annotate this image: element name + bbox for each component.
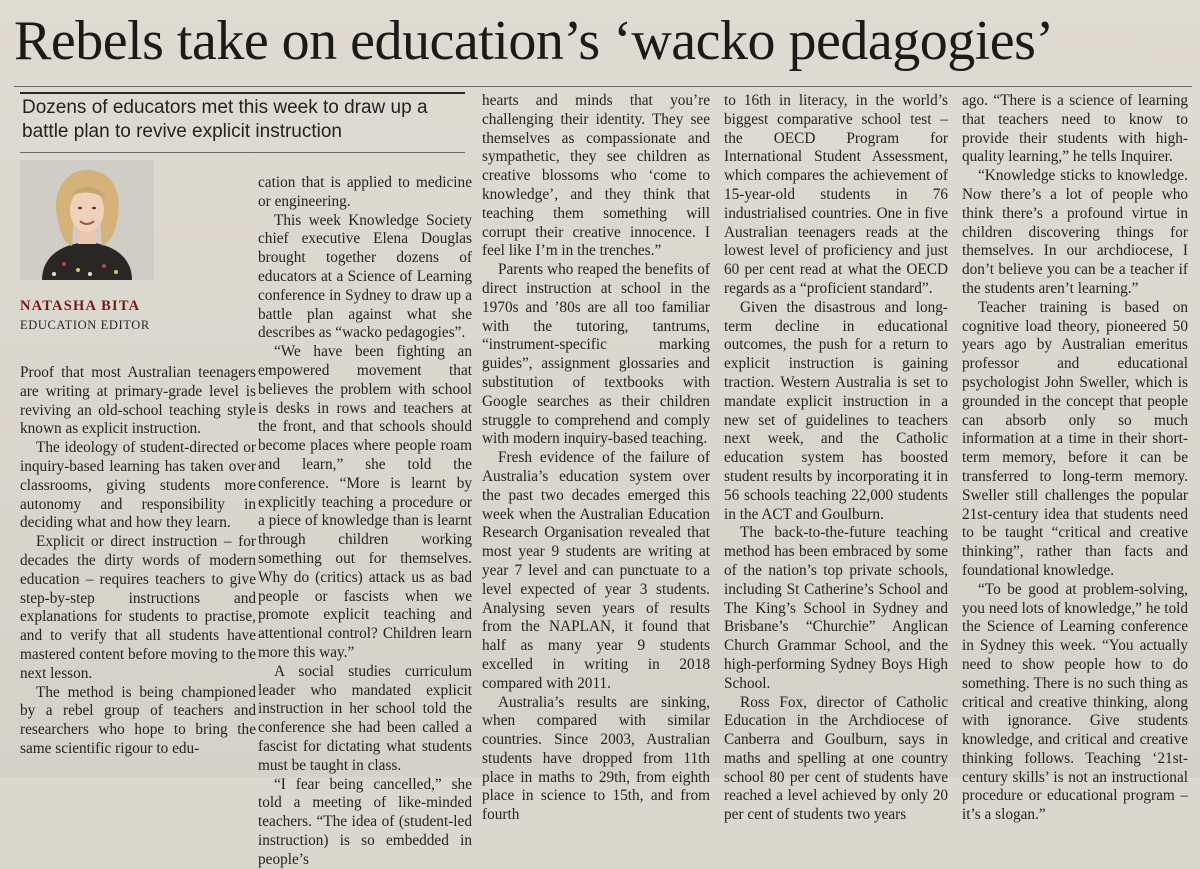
paragraph: hearts and minds that you’re challenging their identity. They see themselves as compassionate and sympathetic, they see children as creative blossoms who ‘come to knowledge’, and they think that teaching them something will corrupt their creative innocence. I feel like I’m in the trenches.” (482, 92, 710, 261)
headline-rule (14, 86, 1192, 87)
paragraph: Ross Fox, director of Catholic Education in the Archdiocese of Canberra and Goulburn, says in maths and spelling at one country school 80 per cent of students have reached a level achieved by only 20 per cent of students two years (724, 694, 948, 826)
paragraph: Fresh evidence of the failure of Australia’s education system over the past two decades emerged this week when the Australian Education Research Organisation revealed that most year 9 students are writing at year 7 level and can punctuate to a level expected of year 3 students. Analysing seven years of results from the NAPLAN, it found that half as many year 9 students excelled in writing in 2018 compared with 2011. (482, 449, 710, 693)
paragraph: Given the disastrous and long-term decline in educational outcomes, the push for a return to explicit instruction is gaining traction. Western Australia is set to mandate explicit instruction in a new set of guidelines to teachers next week, and the Catholic education system has boosted student results by incorporating it in 56 schools teaching 22,000 students in the ACT and Goulburn. (724, 299, 948, 525)
paragraph: Teacher training is based on cognitive load theory, pioneered 50 years ago by Australian emeritus professor and educational psychologist John Sweller, which is grounded in the concept that people can absorb only so much information at a time in their short-term memory, before it can be transferred to long-term memory. Sweller still challenges the popular 21st-century idea that students need to be taught “critical and creative thinking”, rather than facts and foundational knowledge. (962, 299, 1188, 581)
standfirst-bottom-rule (20, 152, 465, 153)
paragraph: cation that is applied to medicine or engineering. (258, 174, 472, 212)
article-column-1 (20, 364, 256, 759)
article-column-3 (482, 92, 710, 825)
paragraph: “To be good at problem-solving, you need lots of knowledge,” he told the Science of Learning conference in Sydney this week. “You actually need to show people how to do something. There is no such thing as critical and creative thinking, along with ignorance. Give students knowledge, and critical and creative thinking follows. Teaching ‘21st-century skills’ is not an instructional procedure or educational program – it’s a slogan.” (962, 581, 1188, 825)
paragraph: “Knowledge sticks to knowledge. Now there’s a lot of people who think there’s a profound virtue in children discovering things for themselves. In our archdiocese, I don’t believe you can be a teacher if the students aren’t learning.” (962, 167, 1188, 299)
paragraph: This week Knowledge Society chief executive Elena Douglas brought together dozens of educators at a Science of Learning conference in Sydney to draw up a battle plan against what she describes as “wacko pedagogies”. (258, 212, 472, 344)
paragraph: “I fear being cancelled,” she told a meeting of like-minded teachers. “The idea of (student-led instruction) is so embedded in people’s (258, 776, 472, 869)
paragraph: The back-to-the-future teaching method has been embraced by some of the nation’s top private schools, including St Catherine’s School and The King’s School in Sydney and Brisbane’s “Churchie” Anglican Church Grammar School, and the high-performing Sydney Boys High School. (724, 524, 948, 693)
paragraph: Explicit or direct instruction – for decades the dirty words of modern education – requires teachers to give step-by-step instructions and explanations for students to practise, and to verify that all students have mastered content before moving to the next lesson. (20, 533, 256, 683)
paragraph: The ideology of student-directed or inquiry-based learning has taken over classrooms, giving students more autonomy and responsibility in deciding what and how they learn. (20, 439, 256, 533)
article-column-2 (258, 174, 472, 869)
paragraph: Australia’s results are sinking, when compared with similar countries. Since 2003, Australian students have dropped from 11th place in maths to 29th, from eighth place in science to 15th, and from fourth (482, 694, 710, 826)
paragraph: Parents who reaped the benefits of direct instruction at school in the 1970s and ’80s are all too familiar with the tutoring, tantrums, “instrument-specific marking guides”, assignment glossaries and substitution of textbooks with Google searches as their children struggle to comprehend and comply with modern inquiry-based teaching. (482, 261, 710, 449)
paragraph: Proof that most Australian teenagers are writing at primary-grade level is reviving an old-school teaching style known as explicit instruction. (20, 364, 256, 439)
paragraph: A social studies curriculum leader who mandated explicit instruction in her school told the conference she had been called a fascist for dictating what students must be taught in class. (258, 663, 472, 776)
byline-role: EDUCATION EDITOR (20, 318, 150, 333)
article-column-4 (724, 92, 948, 825)
paragraph: to 16th in literacy, in the world’s biggest comparative school test – the OECD Program for International Student Assessment, which compares the achievement of 15-year-old students in 76 industrialised countries. One in five Australian teenagers reads at the lowest level of proficiency and just 60 per cent read at what the OECD regards as a “proficient standard”. (724, 92, 948, 299)
author-photo (20, 160, 154, 280)
byline-name: NATASHA BITA (20, 298, 140, 315)
paragraph: “We have been fighting an empowered movement that believes the problem with school is desks in rows and teachers at the front, and that schools should become places where people roam and learn,” she told the conference. “More is learnt by explicitly teaching a procedure or a piece of knowledge than is learnt through children working something out for themselves. Why do (critics) attack us as bad people or fascists when we promote explicit teaching and attentional control? Children learn more this way.” (258, 343, 472, 663)
paragraph: ago. “There is a science of learning that teachers need to know to provide their students with high-quality learning,” he tells Inquirer. (962, 92, 1188, 167)
article-column-5 (962, 92, 1188, 825)
standfirst-top-rule (20, 92, 465, 94)
standfirst: Dozens of educators met this week to draw up a battle plan to revive explicit instruction (22, 96, 462, 144)
headline: Rebels take on education’s ‘wacko pedagogies’ (14, 4, 1194, 78)
paragraph: The method is being championed by a rebel group of teachers and researchers who hope to bring the same scientific rigour to edu- (20, 684, 256, 759)
author-portrait-illustration (20, 160, 154, 280)
